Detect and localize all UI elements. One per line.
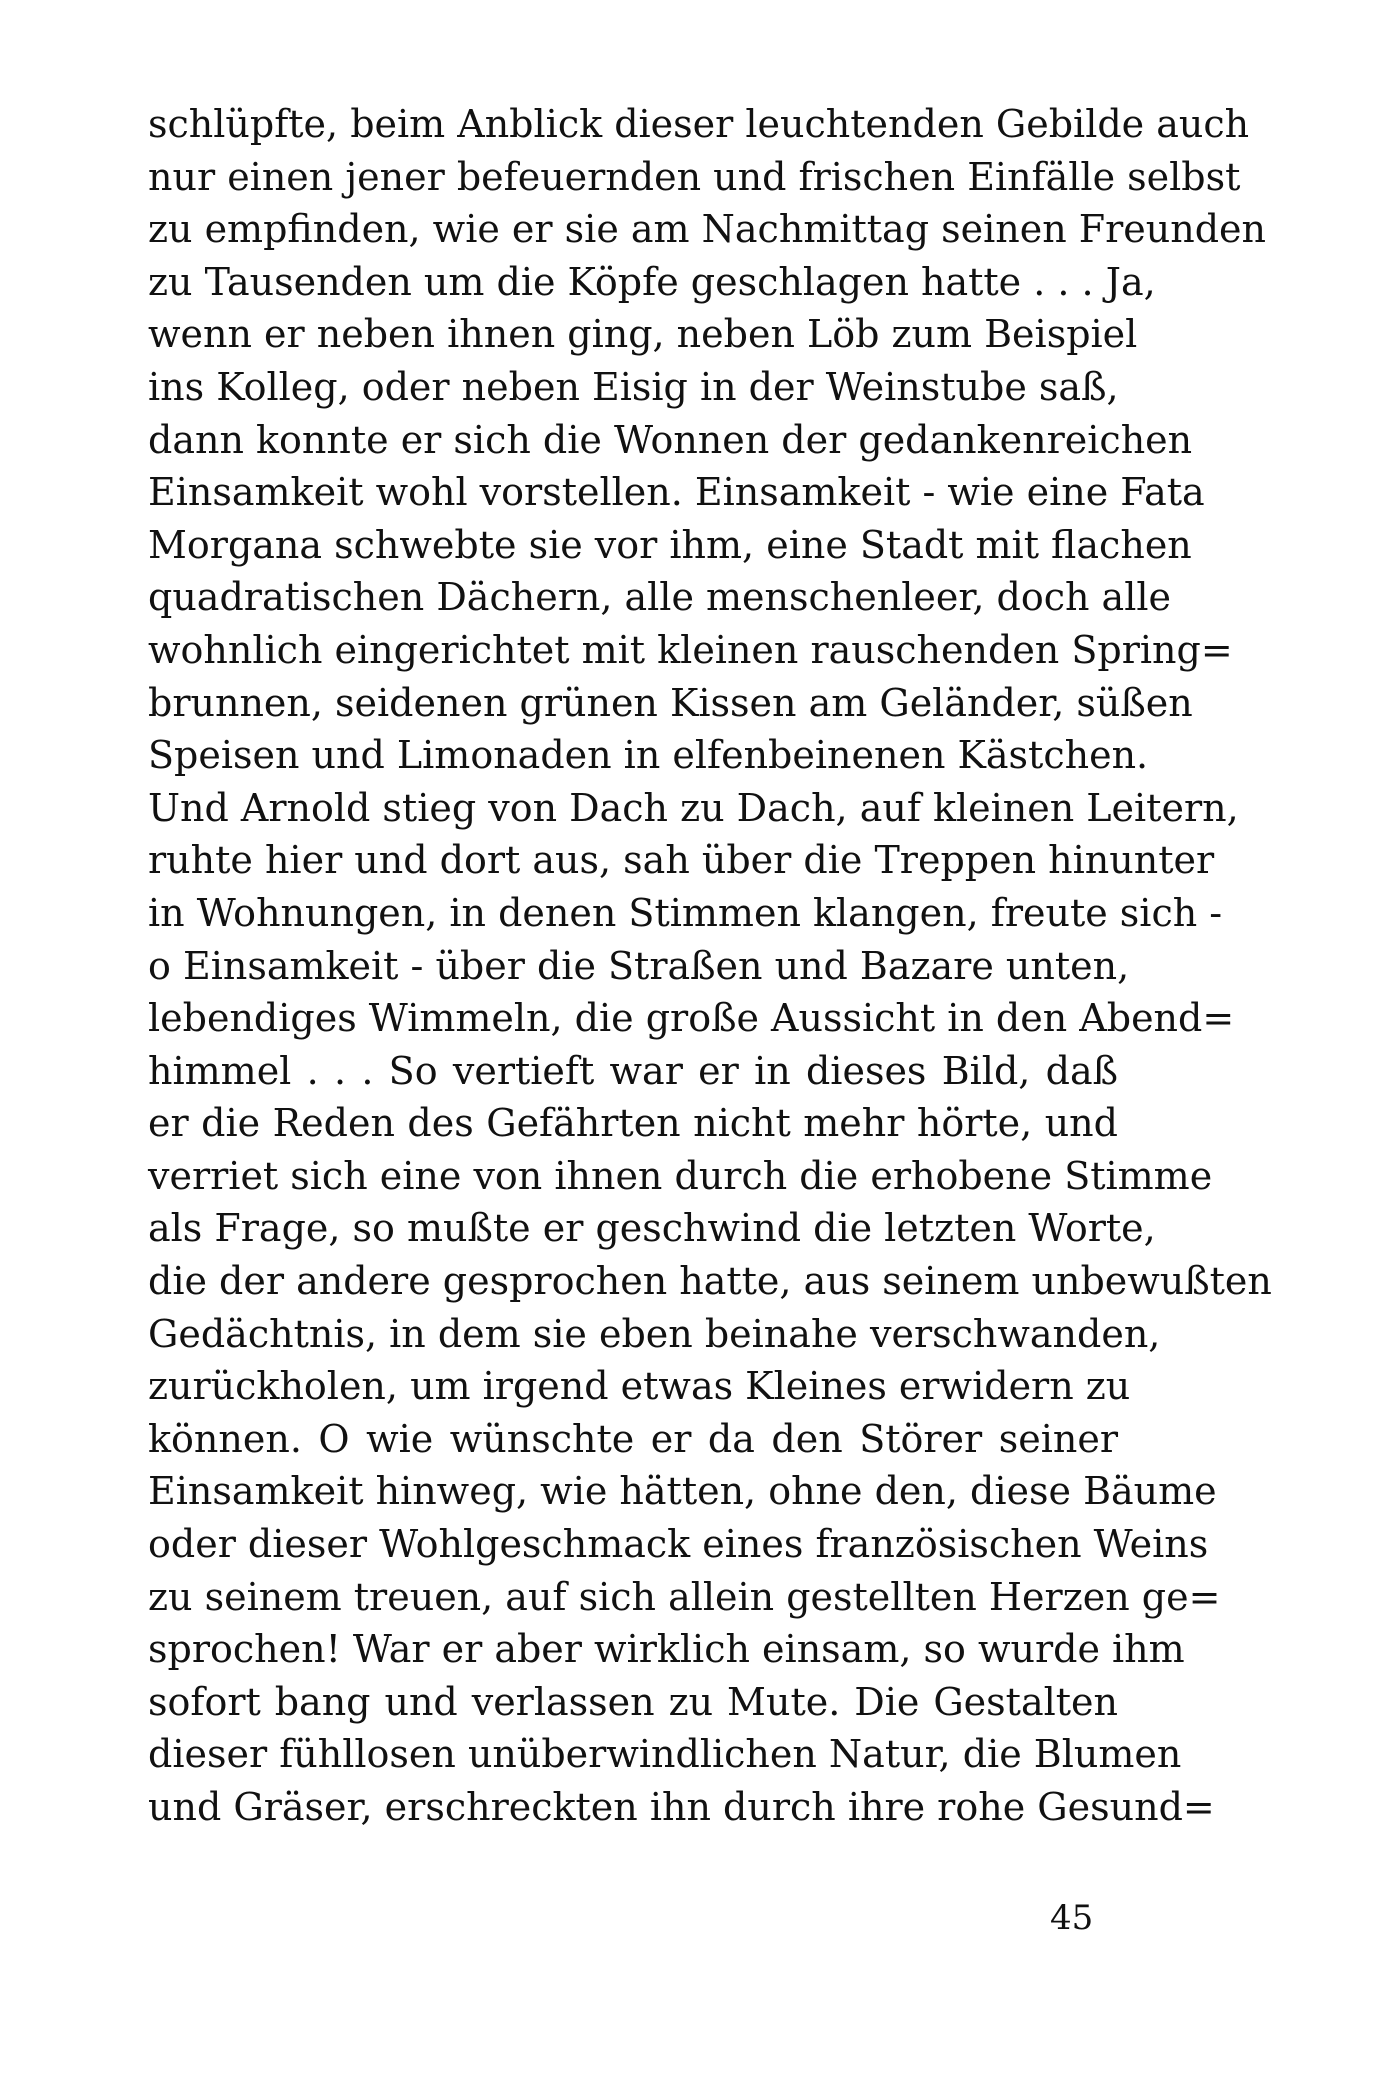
text-line: Gedächtnis, in dem sie eben beinahe verschwanden, xyxy=(148,1311,1161,1356)
text-line: Einsamkeit hinweg, wie hätten, ohne den, diese Bäume xyxy=(148,1469,1217,1514)
text-line: Speisen und Limonaden in elfenbeinenen Kästchen. xyxy=(148,733,1149,778)
text-line: als Frage, so mußte er geschwind die letzten Worte, xyxy=(148,1206,1156,1251)
text-line: wohnlich eingerichtet mit kleinen rauschenden Spring= xyxy=(148,627,1233,672)
text-line: dieser fühllosen unüberwindlichen Natur, die Blumen xyxy=(148,1732,1182,1777)
text-line: nur einen jener befeuernden und frischen Einfälle selbst xyxy=(148,154,1241,199)
text-line: quadratischen Dächern, alle menschenleer, doch alle xyxy=(148,575,1171,620)
text-line: in Wohnungen, in denen Stimmen klangen, freute sich - xyxy=(148,890,1223,935)
text-line: Einsamkeit wohl vorstellen. Einsamkeit - wie eine Fata xyxy=(148,470,1205,515)
text-line: o Einsamkeit - über die Straßen und Bazare unten, xyxy=(148,943,1130,988)
page-number: 45 xyxy=(1050,1898,1094,1938)
text-line: sofort bang und verlassen zu Mute. Die Gestalten xyxy=(148,1679,1118,1724)
text-line: können. O wie wünschte er da den Störer seiner xyxy=(148,1416,1118,1461)
text-line: die der andere gesprochen hatte, aus seinem unbewußten xyxy=(148,1259,1272,1304)
text-line: Und Arnold stieg von Dach zu Dach, auf kleinen Leitern, xyxy=(148,785,1239,830)
body-text xyxy=(148,98,1272,1834)
text-line: ins Kolleg, oder neben Eisig in der Weinstube saß, xyxy=(148,364,1119,409)
text-line: verriet sich eine von ihnen durch die erhobene Stimme xyxy=(148,1153,1213,1198)
text-line: zu empfinden, wie er sie am Nachmittag seinen Freunden xyxy=(148,207,1267,252)
text-line: lebendiges Wimmeln, die große Aussicht in den Abend= xyxy=(148,996,1235,1041)
text-line: zu seinem treuen, auf sich allein gestellten Herzen ge= xyxy=(148,1574,1221,1619)
text-line: Morgana schwebte sie vor ihm, eine Stadt mit flachen xyxy=(148,522,1192,567)
text-line: himmel . . . So vertieft war er in dieses Bild, daß xyxy=(148,1048,1118,1093)
text-line: brunnen, seidenen grünen Kissen am Geländer, süßen xyxy=(148,680,1193,725)
text-line: und Gräser, erschreckten ihn durch ihre rohe Gesund= xyxy=(148,1785,1215,1829)
text-line: er die Reden des Gefährten nicht mehr hörte, und xyxy=(148,1101,1118,1146)
text-line: zu Tausenden um die Köpfe geschlagen hatte . . . Ja, xyxy=(148,259,1156,304)
text-line: wenn er neben ihnen ging, neben Löb zum Beispiel xyxy=(148,312,1138,357)
text-line: ruhte hier und dort aus, sah über die Treppen hinunter xyxy=(148,838,1215,883)
text-line: sprochen! War er aber wirklich einsam, so wurde ihm xyxy=(148,1627,1185,1672)
text-line: zurückholen, um irgend etwas Kleines erwidern zu xyxy=(148,1364,1131,1409)
text-line: dann konnte er sich die Wonnen der gedankenreichen xyxy=(148,417,1193,462)
text-line: oder dieser Wohlgeschmack eines französischen Weins xyxy=(148,1522,1209,1567)
text-line: schlüpfte, beim Anblick dieser leuchtenden Gebilde auch xyxy=(148,102,1250,146)
